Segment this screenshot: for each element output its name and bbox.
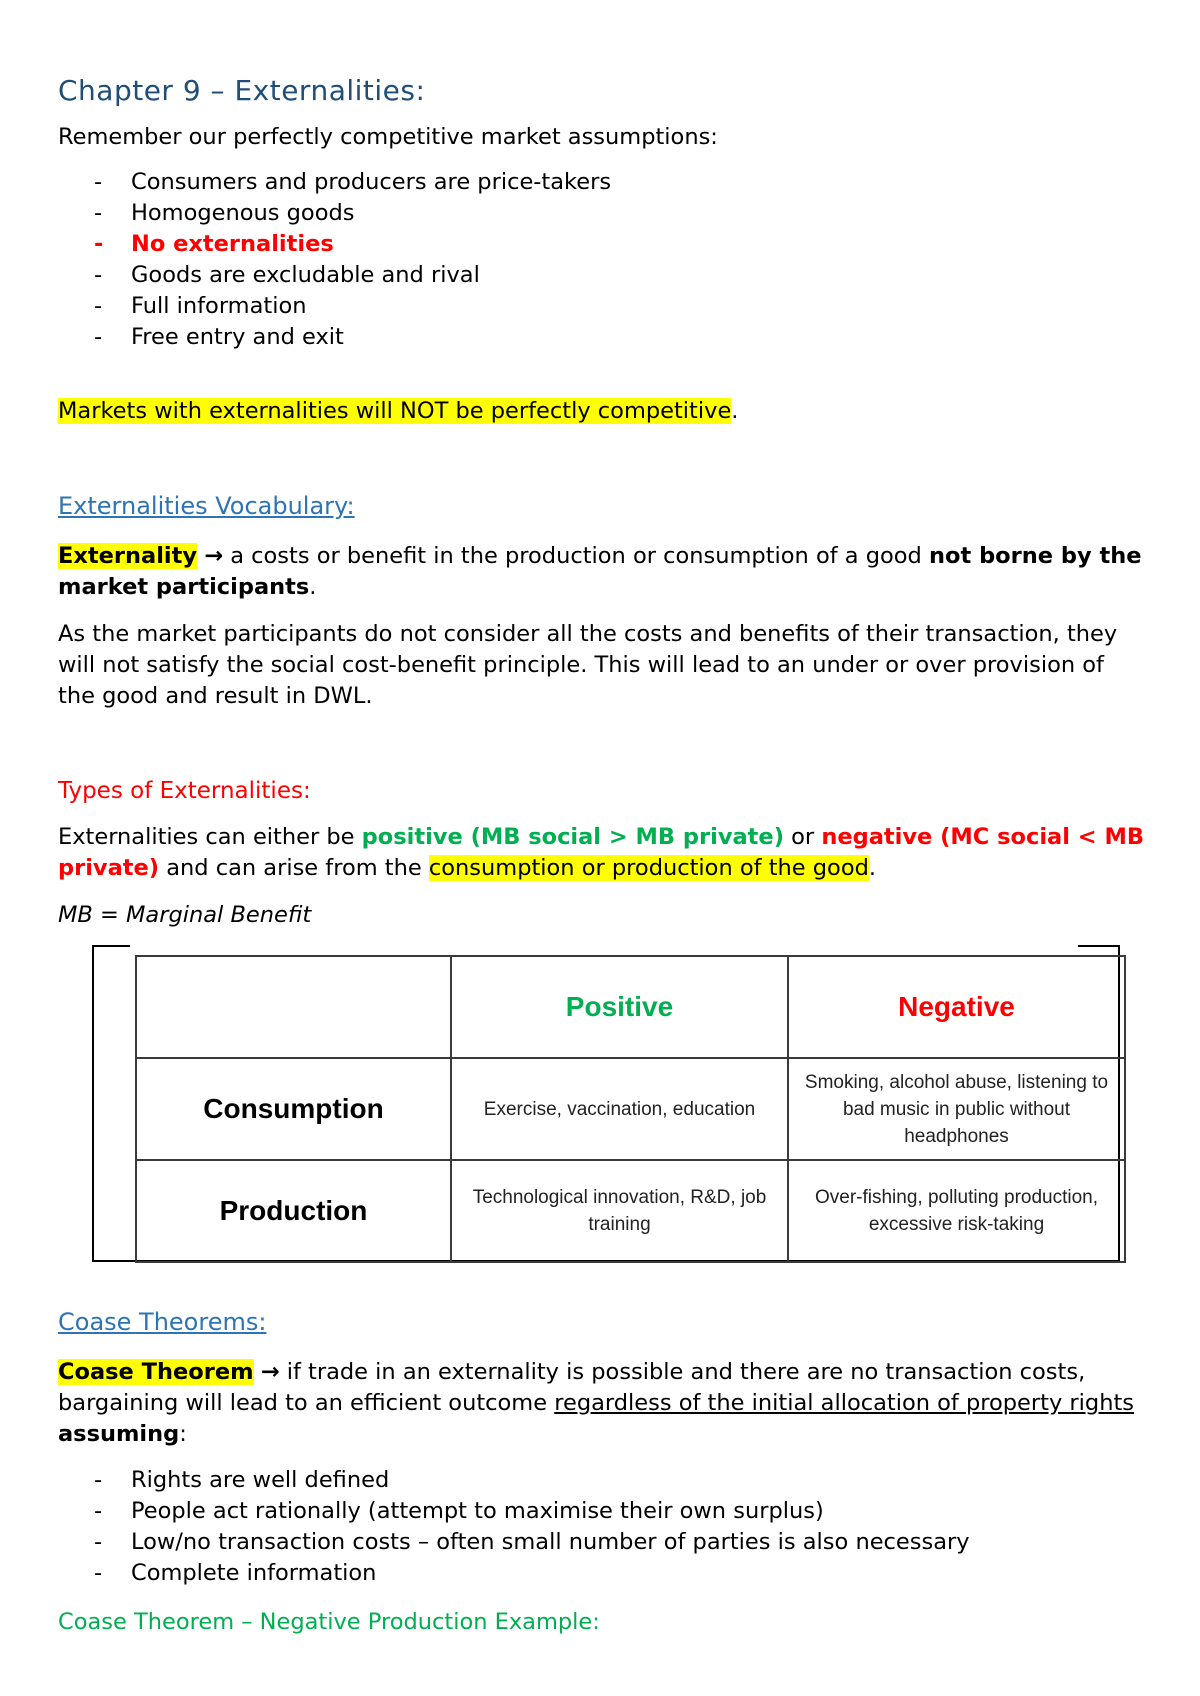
cell-consumption-positive: Exercise, vaccination, education — [451, 1058, 788, 1160]
row-head-consumption: Consumption — [136, 1058, 451, 1160]
list-item-highlighted: - No externalities — [94, 231, 334, 257]
coase-example-heading: Coase Theorem – Negative Production Example: — [58, 1609, 600, 1635]
coase-definition: Coase Theorem → if trade in an externality is possible and there are no transaction costs, bargaining will lead to an efficient outcome regardless of the initial allocation of property rights assuming: — [58, 1359, 1135, 1447]
assumptions-list — [58, 167, 1148, 353]
table-row — [136, 956, 1125, 1058]
mb-definition: MB = Marginal Benefit — [58, 902, 312, 928]
markets-note: Markets with externalities will NOT be perfectly competitive. — [58, 398, 739, 424]
list-item: - People act rationally (attempt to maximise their own surplus) — [94, 1498, 824, 1524]
externality-definition: Externality → a costs or benefit in the production or consumption of a good not borne by the market participants. — [58, 543, 1142, 600]
list-item: - Full information — [94, 293, 307, 319]
list-item: - Consumers and producers are price-takers — [94, 169, 612, 195]
list-item: - Complete information — [94, 1560, 377, 1586]
table-row — [136, 1160, 1125, 1262]
frame-corner-right — [1078, 945, 1118, 947]
list-item: - Rights are well defined — [94, 1467, 390, 1493]
explanation-paragraph: As the market participants do not consider all the costs and benefits of their transaction, they will not satisfy the social cost-benefit principle. This will lead to an under or over provision of the good and result in DWL. — [58, 621, 1118, 709]
chapter-title: Chapter 9 – Externalities: — [58, 74, 426, 107]
header-positive: Positive — [451, 956, 788, 1058]
frame-corner-left — [92, 945, 130, 947]
intro-text: Remember our perfectly competitive market assumptions: — [58, 124, 718, 150]
types-heading: Types of Externalities: — [58, 778, 311, 804]
cell-production-negative: Over-fishing, polluting production, excessive risk-taking — [788, 1160, 1125, 1262]
header-negative: Negative — [788, 956, 1125, 1058]
row-head-production: Production — [136, 1160, 451, 1262]
list-item: - Free entry and exit — [94, 324, 344, 350]
coase-assumptions-list — [58, 1465, 1148, 1589]
vocabulary-heading: Externalities Vocabulary: — [58, 492, 355, 520]
types-paragraph: Externalities can either be positive (MB social > MB private) or negative (MC social < MB private) and can arise from the consumption or production of the good. — [58, 824, 1144, 881]
cell-production-positive: Technological innovation, R&D, job training — [451, 1160, 788, 1262]
list-item: - Goods are excludable and rival — [94, 262, 480, 288]
table-corner-cell — [136, 956, 451, 1058]
cell-consumption-negative: Smoking, alcohol abuse, listening to bad music in public without headphones — [788, 1058, 1125, 1160]
list-item: - Low/no transaction costs – often small number of parties is also necessary — [94, 1529, 970, 1555]
externalities-table — [135, 955, 1126, 1263]
list-item: - Homogenous goods — [94, 200, 355, 226]
table-row — [136, 1058, 1125, 1160]
coase-heading: Coase Theorems: — [58, 1308, 267, 1336]
